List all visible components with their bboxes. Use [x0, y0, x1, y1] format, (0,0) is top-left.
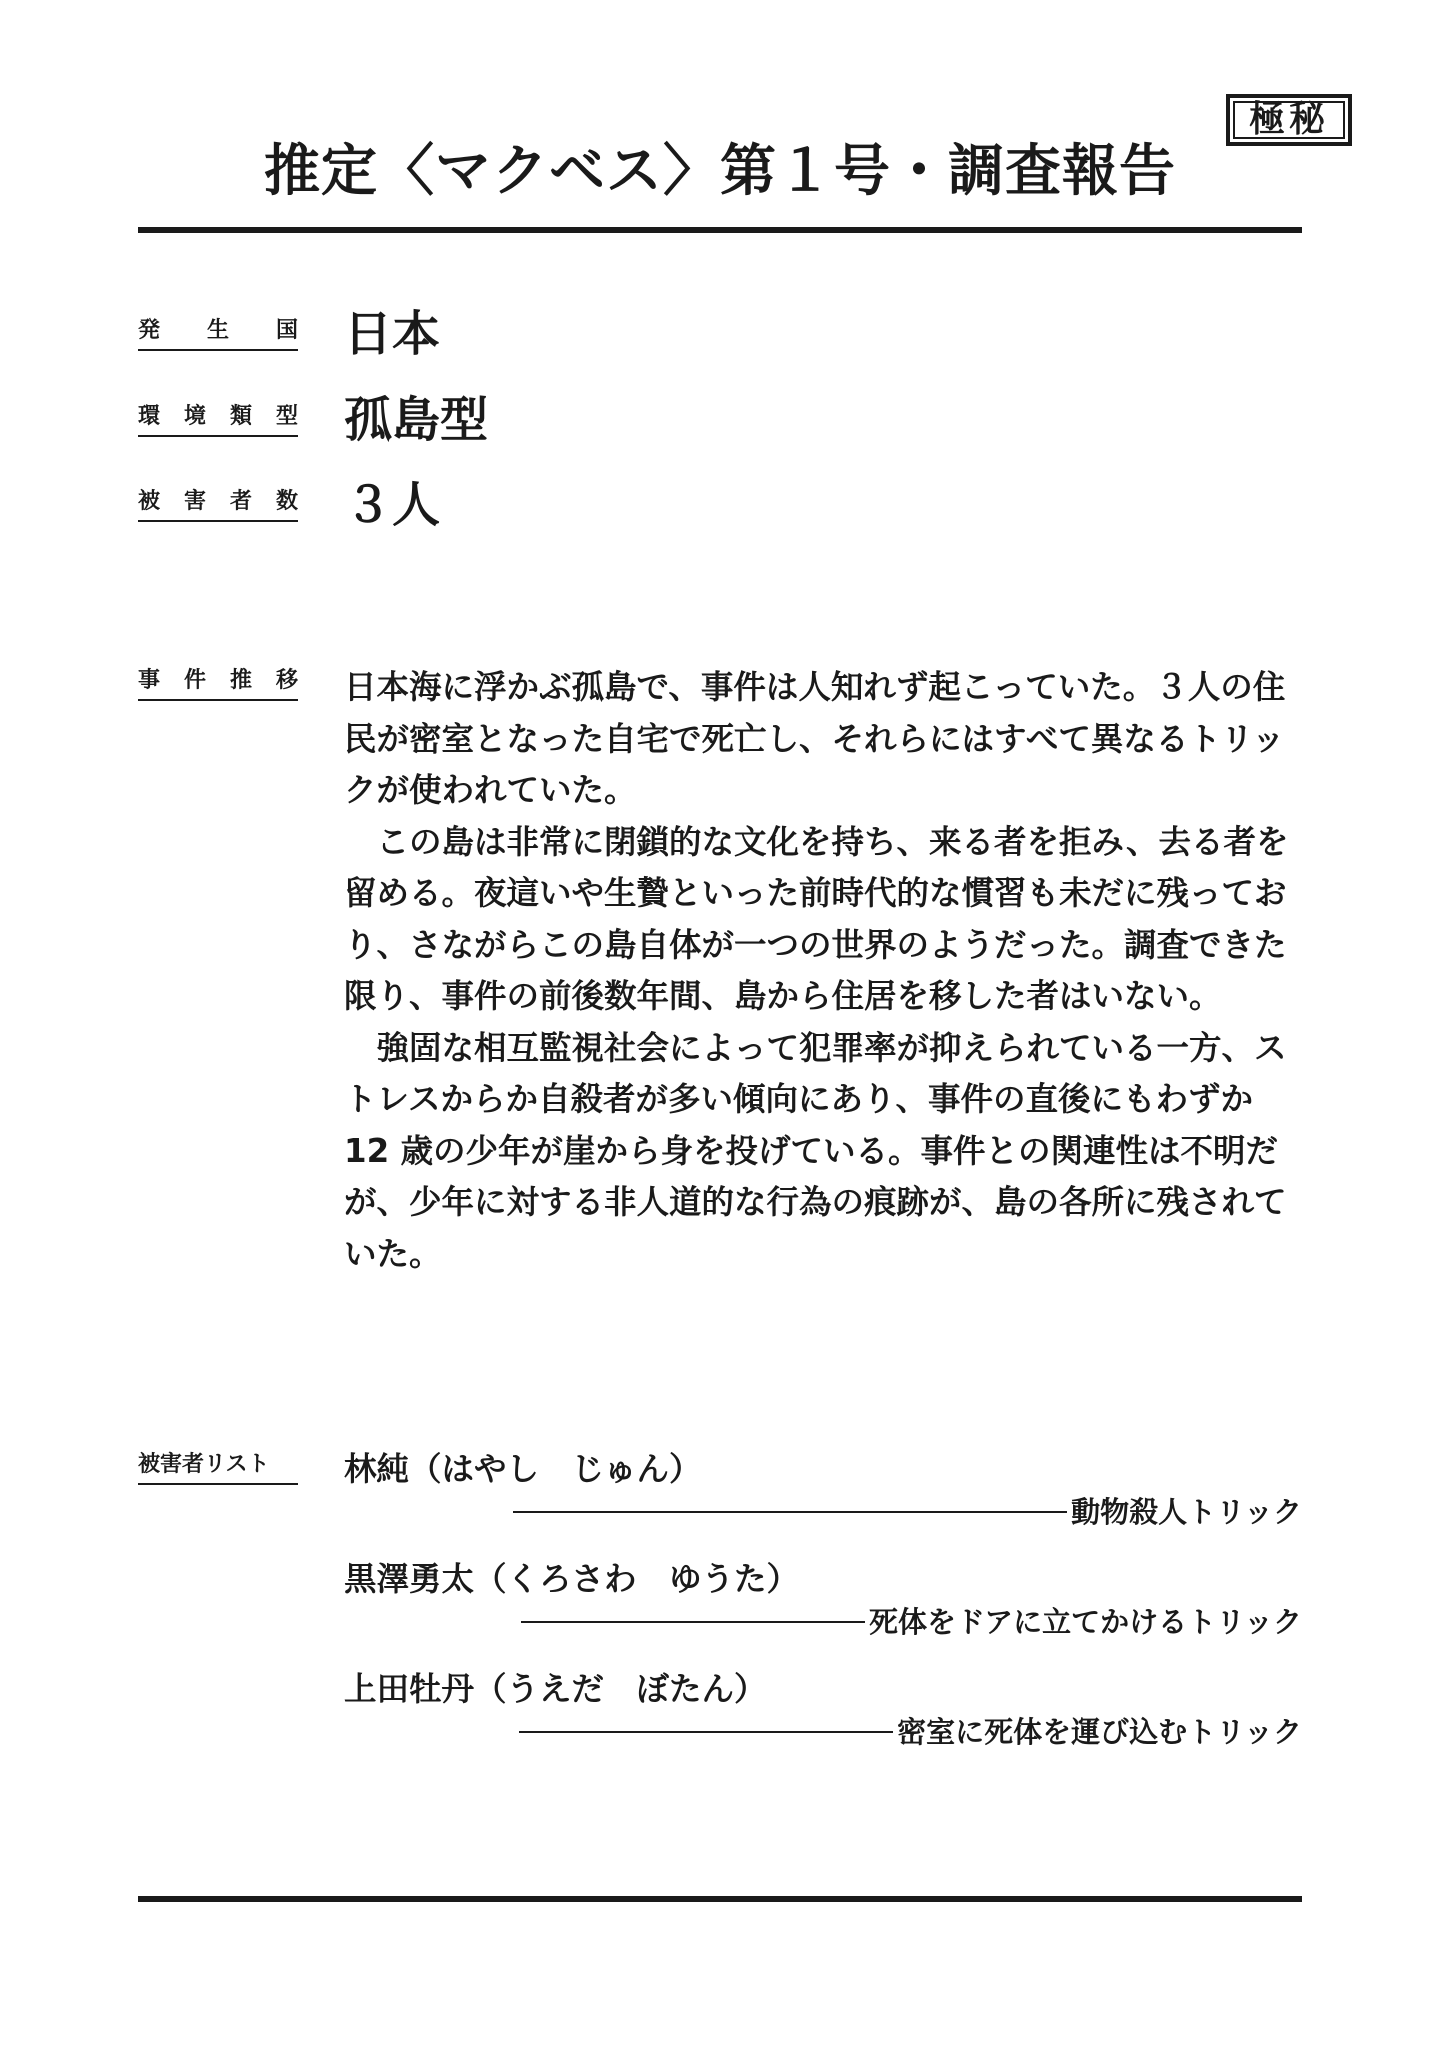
label-char: 者 [229, 489, 252, 514]
stamp-text: 極秘 [1248, 99, 1329, 140]
value-victim-count: ３人 [344, 477, 441, 533]
victim-trick-row [521, 1604, 1302, 1640]
case-summary [344, 662, 1294, 1280]
label-country [138, 316, 298, 351]
label-char: 生 [206, 318, 229, 343]
label-char: 件 [183, 668, 206, 693]
label-char: 国 [275, 318, 298, 343]
label-victim-list: 被害者リスト [138, 1450, 298, 1485]
label-victim-count [138, 487, 298, 522]
document-title: 推定〈マクベス〉第１号・調査報告 [264, 139, 1176, 204]
value-country: 日本 [344, 306, 441, 362]
victim-trick-row [519, 1714, 1302, 1750]
victim-trick-row [513, 1494, 1302, 1530]
leader-line [519, 1731, 893, 1733]
label-char: 被 [138, 489, 161, 514]
victim-trick: 動物殺人トリック [1071, 1495, 1302, 1529]
summary-paragraph: この島は非常に閉鎖的な文化を持ち、来る者を拒み、去る者を留める。夜這いや生贄といった前時代的な慣習も未だに残っており、さながらこの島自体が一つの世界のようだった。調査できた限り、事件の前後数年間、島から住居を移した者はいない。 [344, 822, 1289, 1015]
label-char: 移 [275, 668, 298, 693]
value-environment: 孤島型 [344, 392, 489, 448]
top-rule [138, 227, 1302, 233]
label-char: 発 [138, 318, 161, 343]
leader-line [521, 1621, 865, 1623]
summary-paragraph: 日本海に浮かぶ孤島で、事件は人知れず起こっていた。３人の住民が密室となった自宅で死亡し、それらにはすべて異なるトリックが使われていた。 [344, 668, 1286, 809]
leader-line [513, 1511, 1067, 1513]
label-char: 事 [138, 668, 161, 693]
label-char: 型 [275, 404, 298, 429]
victim-name: 黒澤勇太（くろさわ ゆうた） [344, 1560, 800, 1598]
label-char: 害 [183, 489, 206, 514]
label-environment [138, 402, 298, 437]
victim-trick: 死体をドアに立てかけるトリック [869, 1605, 1302, 1639]
confidential-stamp [1226, 94, 1352, 146]
label-summary [138, 666, 298, 701]
victim-trick: 密室に死体を運び込むトリック [897, 1715, 1302, 1749]
label-char: 環 [138, 404, 161, 429]
summary-paragraph: 強固な相互監視社会によって犯罪率が抑えられている一方、ストレスからか自殺者が多い傾向にあり、事件の直後にもわずか12 歳の少年が崖から身を投げている。事件との関連性は不明だが、少年に対する非人道的な行為の痕跡が、島の各所に残されていた。 [344, 1028, 1287, 1273]
label-char: 類 [229, 404, 252, 429]
label-char: 境 [183, 404, 206, 429]
label-char: 数 [275, 489, 298, 514]
bottom-rule [138, 1896, 1302, 1902]
label-char: 推 [229, 668, 252, 693]
victim-name: 林純（はやし じゅん） [344, 1450, 702, 1488]
victim-name: 上田牡丹（うえだ ぼたん） [344, 1670, 767, 1708]
